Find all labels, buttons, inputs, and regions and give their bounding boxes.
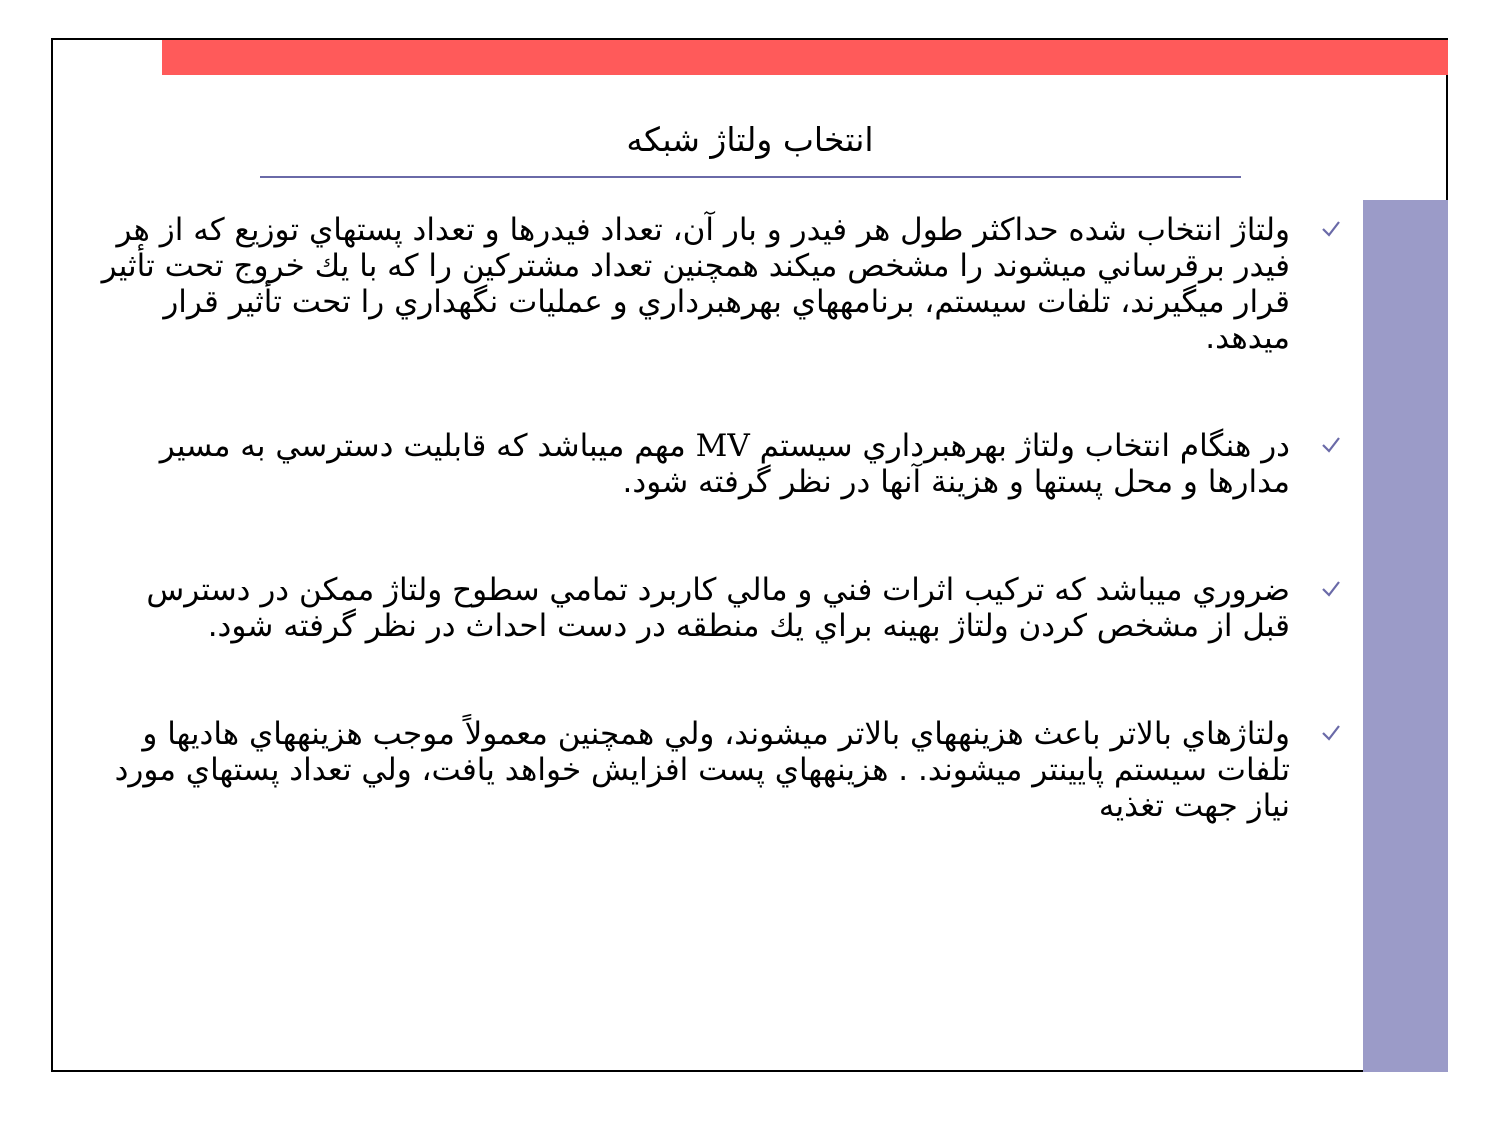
- title-underline: [260, 176, 1241, 178]
- bullet-item-1: [100, 212, 1360, 356]
- checkmark-icon: [1320, 218, 1342, 240]
- side-accent-bar: [1363, 200, 1448, 1072]
- bullet-item-4: [100, 716, 1360, 824]
- checkmark-icon: [1320, 722, 1342, 744]
- bullet-text: مهم ميباشد كه قابليت دسترسي به مسير مدارها و محل پستها و هزينة آنها در نظر گرفته شود.: [159, 428, 1290, 500]
- bullet-term: MV: [695, 428, 750, 464]
- bullet-text: در هنگام انتخاب ولتاژ بهرهبرداري سيستم: [759, 428, 1290, 464]
- bullet-text: ضروري ميباشد كه تركيب اثرات فني و مالي كاربرد تمامي سطوح ولتاژ ممكن در دسترس قبل از مشخص كردن ولتاژ بهينه براي يك منطقه در دست احداث در نظر گرفته شود.: [146, 572, 1290, 644]
- bullet-item-3: [100, 572, 1360, 644]
- checkmark-icon: [1320, 578, 1342, 600]
- bullet-item-2: [100, 428, 1360, 500]
- checkmark-icon: [1320, 434, 1342, 456]
- bullet-text: ولتاژ انتخاب شده حداكثر طول هر فيدر و بار آن، تعداد فيدرها و تعداد پستهاي توزيع كه از هر فيدر برقرساني ميشوند را مشخص ميكند همچنين تعداد مشتركين را كه با يك خروج تحت تأثير قرار ميگيرند، تلفات سيستم، برنامههاي بهرهبرداري و عمليات نگهداري را تحت تأثير قرار ميدهد.: [101, 212, 1290, 356]
- bullet-text: ولتاژهاي بالاتر باعث هزينههاي بالاتر ميشوند، ولي همچنين معمولاً موجب هزينههاي هاديها و تلفات سيستم پايينتر ميشوند. . هزينههاي پست افزايش خواهد يافت، ولي تعداد پستهاي مورد نياز جهت تغذيه: [114, 716, 1290, 824]
- bullet-list: [100, 212, 1360, 896]
- slide-title: انتخاب ولتاژ شبكه: [626, 120, 874, 159]
- top-accent-bar: [162, 40, 1448, 75]
